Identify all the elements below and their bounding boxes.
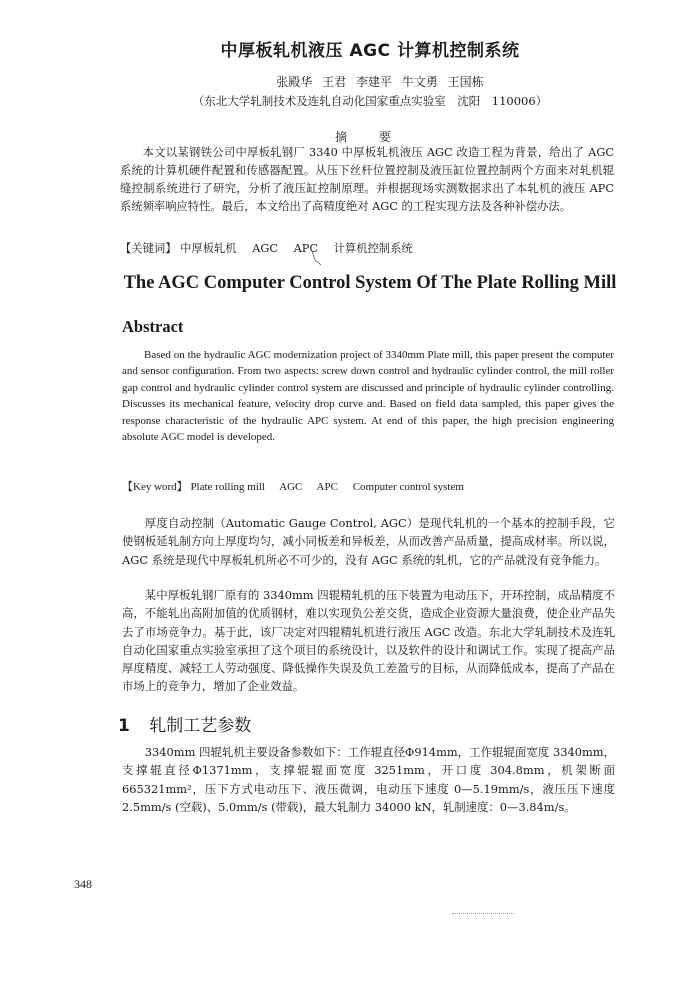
keywords-cn (120, 240, 620, 256)
affiliation: （东北大学轧制技术及连轧自动化国家重点实验室 沈阳 110006） (192, 94, 548, 108)
body-paragraph: 3340mm 四辊轧机主要设备参数如下：工作辊直径Φ914mm，工作辊辊面宽度 3340mm，支撑辊直径Φ1371mm，支撑辊辊面宽度 3251mm，开口度 304.8mm，机架断面 665321mm²，压下方式电动压下、液压微调，电动压下速度 0—5.19mm/s，液压压下速度 2.5mm/s (空载)、5.0mm/s (带载)，最大轧制力 34000 kN，轧制速度：0—3.84m/s。 (122, 745, 615, 814)
paper-title-cn: 中厚板轧机液压 AGC 计算机控制系统 (220, 41, 520, 61)
keywords-en (122, 478, 476, 494)
keyword-term: AGC (279, 481, 303, 493)
scan-artifact-line (452, 913, 514, 914)
body-paragraph: 某中厚板轧钢厂原有的 3340mm 四辊精轧机的压下装置为电动压下，开环控制，成品精度不高，不能轧出高附加值的优质钢材，难以实现负公差交货，造成企业资源大量浪费，使企业产品失去了市场竞争力。基于此，该厂决定对四辊精轧机进行液压 AGC 改造。东北大学轧制技术及连轧自动化国家重点实验室承担了这个项目的系统设计，以及软件的设计和调试工作。实现了提高产品厚度精度、减轻工人劳动强度、降低操作失误及负工差盈亏的目标，从而降低成本，提高了产品在市场上的竞争力，增加了企业效益。 (122, 588, 615, 694)
author: 李建平 (355, 75, 392, 89)
keyword-term: APC (316, 481, 338, 493)
abstract-heading-en: Abstract (122, 317, 184, 336)
author: 王君 (322, 75, 347, 89)
body-paragraph: 厚度自动控制（Automatic Gauge Control, AGC）是现代轧机的一个基本的控制手段，它使钢板延轧制方向上厚度均匀，减小同板差和异板差，从而改善产品质量，提高成材率。所以说，AGC 系统是现代中厚板轧机所必不可少的，没有 AGC 系统的轧机，它的产品就没有竞争能力。 (122, 516, 615, 567)
keyword-term: 计算机控制系统 (333, 242, 413, 255)
author-list (0, 73, 700, 90)
keywords-label-en: 【Key word】 (122, 481, 188, 493)
keyword-term: Computer control system (352, 481, 464, 493)
section-title: 轧制工艺参数 (149, 716, 252, 736)
author: 王国栋 (447, 75, 484, 89)
abstract-text-en: Based on the hydraulic AGC modernization project of 3340mm Plate mill, this paper present the computer and sensor configuration. From two aspects: screw down control and hydraulic cylinder control, the mill roller gap control and hydraulic cylinder control system are discussed and principle of hydraulic cylinder controlling. Discusses its mechanical feature, velocity drop curve and. Based on field data sampled, this paper gives the response characteristic of the hydraulic APC system. At end of this paper, the high precision engineering absolute AGC model is developed. (122, 349, 614, 444)
section-heading (118, 711, 251, 736)
pen-stroke-mark (310, 250, 324, 266)
keyword-term: 中厚板轧机 (180, 242, 237, 255)
keyword-term: APC (293, 242, 319, 255)
keywords-label-cn: 【关键词】 (120, 242, 177, 255)
abstract-heading-cn: 摘 要 (335, 130, 405, 144)
page-number: 348 (74, 877, 92, 891)
keyword-term: AGC (252, 242, 279, 255)
abstract-text-cn: 本文以某钢铁公司中厚板轧钢厂 3340 中厚板轧机液压 AGC 改造工程为背景，给出了 AGC 系统的计算机硬件配置和传感器配置。从压下丝杆位置控制及液压缸位置控制两个方面来对轧机辊缝控制系统进行了研究，分析了液压缸控制原理。并根据现场实测数据求出了本轧机的液压 APC 系统频率响应特性。最后，本文给出了高精度绝对 AGC 的工程实现方法及各种补偿办法。 (120, 146, 614, 213)
keyword-term: Plate rolling mill (190, 481, 265, 493)
author: 牛文勇 (401, 75, 438, 89)
paper-title-en: The AGC Computer Control System Of The Plate Rolling Mill (123, 273, 617, 293)
author: 张殿华 (276, 75, 313, 89)
section-number: 1 (118, 716, 130, 736)
